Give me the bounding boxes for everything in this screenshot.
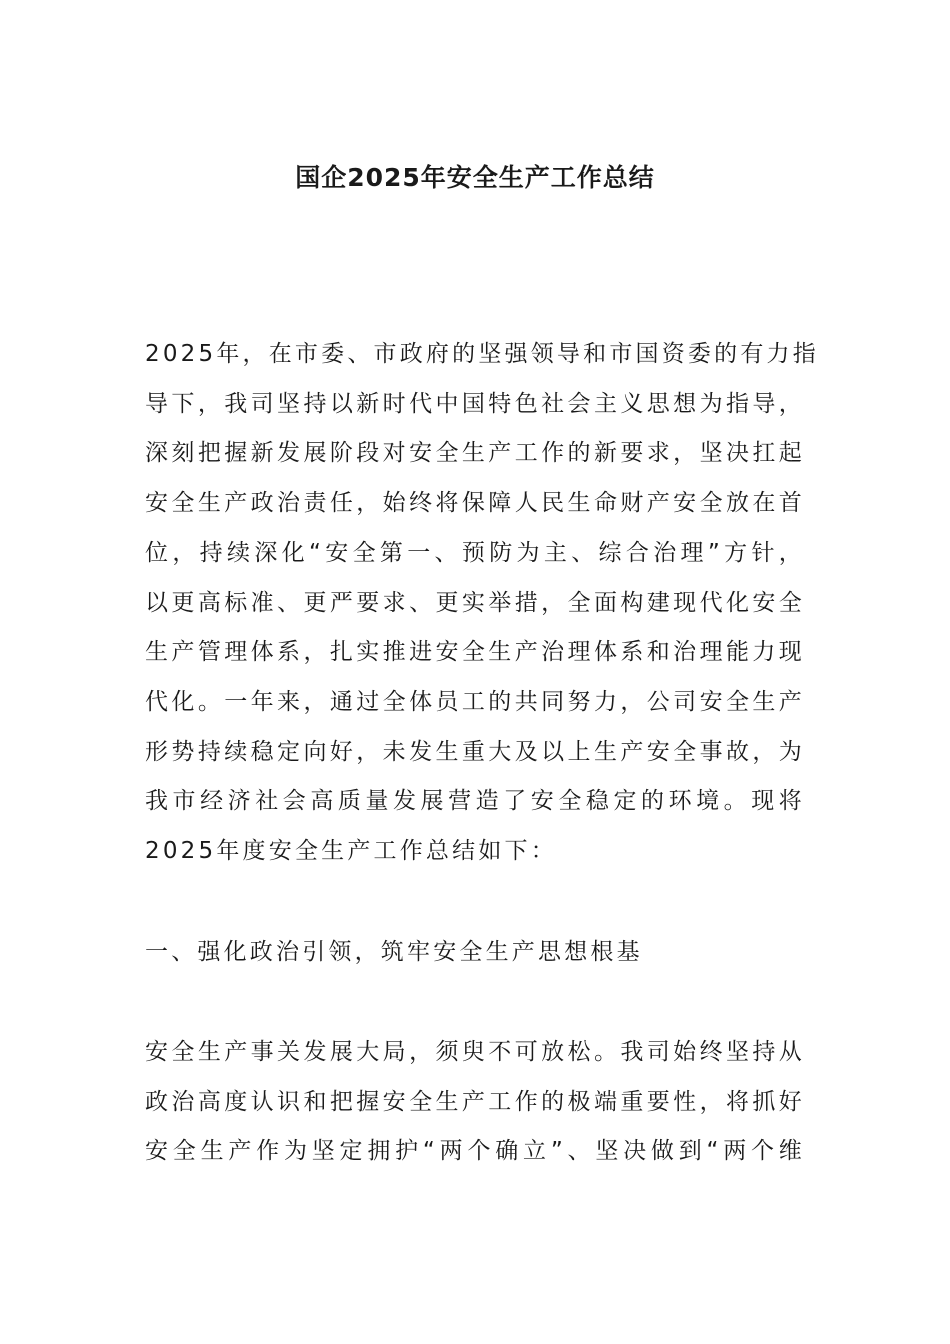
paragraph-line: 2025年度安全生产工作总结如下： [145, 838, 557, 865]
section-heading [145, 928, 805, 978]
document-title: 国企2025年安全生产工作总结 [295, 163, 655, 192]
paragraph-line: 安全生产作为坚定拥护“两个确立”、坚决做到“两个维 [145, 1138, 805, 1165]
paragraph-line: 安全生产事关发展大局，须臾不可放松。我司始终坚持从 [145, 1039, 805, 1065]
paragraph-line: 我市经济社会高质量发展营造了安全稳定的环境。现将 [145, 788, 805, 815]
section-heading-text: 一、强化政治引领，筑牢安全生产思想根基 [145, 939, 643, 965]
paragraph-line: 导下，我司坚持以新时代中国特色社会主义思想为指导， [145, 390, 805, 417]
paragraph-line: 形势持续稳定向好，未发生重大及以上生产安全事故，为 [145, 738, 805, 765]
paragraph-line: 以更高标准、更严要求、更实举措，全面构建现代化安全 [145, 589, 805, 616]
paragraph-intro [145, 330, 819, 877]
paragraph-line: 深刻把握新发展阶段对安全生产工作的新要求，坚决扛起 [145, 440, 805, 467]
paragraph-line: 2025年，在市委、市政府的坚强领导和市国资委的有力指 [145, 341, 819, 367]
paragraph-line: 代化。一年来，通过全体员工的共同努力，公司安全生产 [145, 688, 805, 715]
paragraph-line: 政治高度认识和把握安全生产工作的极端重要性，将抓好 [145, 1088, 805, 1115]
paragraph-line: 生产管理体系，扎实推进安全生产治理体系和治理能力现 [145, 639, 805, 666]
paragraph-line: 位，持续深化“安全第一、预防为主、综合治理”方针， [145, 539, 805, 566]
paragraph-line: 安全生产政治责任，始终将保障人民生命财产安全放在首 [145, 490, 805, 517]
paragraph-section-1 [145, 1028, 805, 1177]
